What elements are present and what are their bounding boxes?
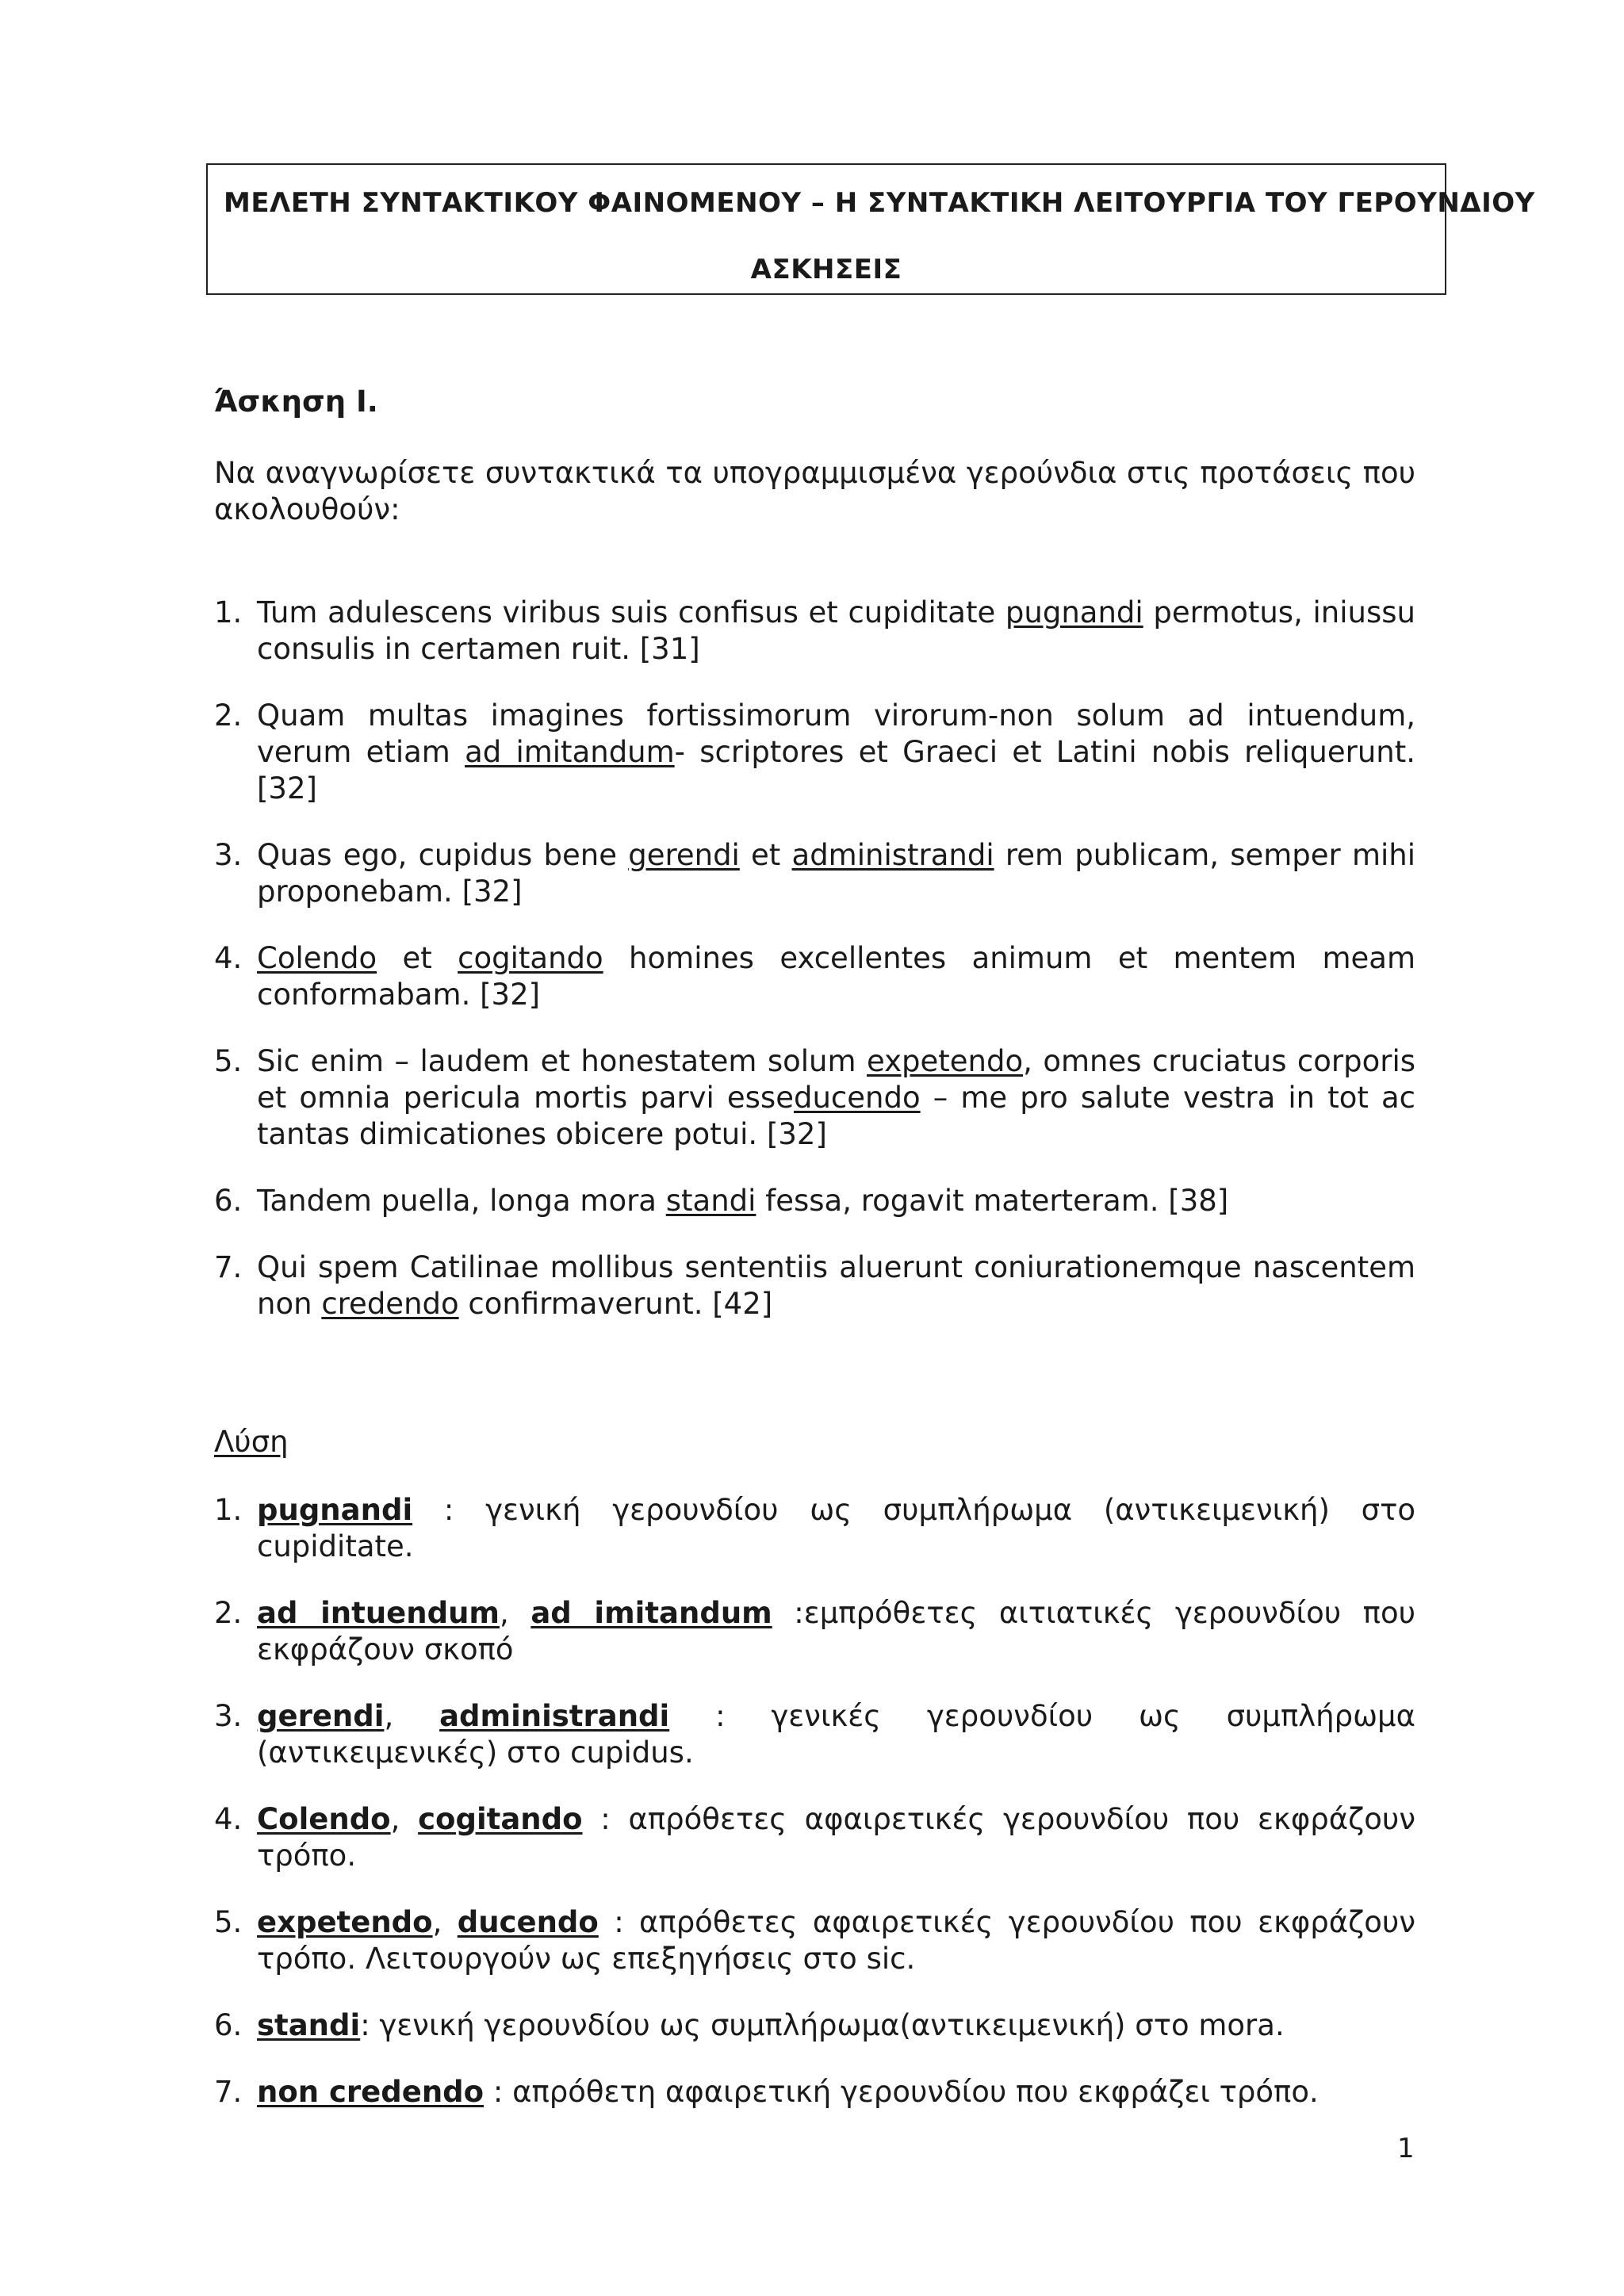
item-text: , omnes cruciatus corporis et omnia pericula mortis parvi esse <box>257 1044 1415 1115</box>
solution-item <box>214 1698 1415 1771</box>
solution-list <box>214 1492 1415 2110</box>
item-text: : απρόθετες αφαιρετικές γερουνδίου που εκφράζουν τρόπο. <box>257 1802 1415 1873</box>
page-number: 1 <box>1397 2133 1415 2164</box>
item-number: 2. <box>214 698 243 733</box>
document-subtitle: ΑΣΚΗΣΕΙΣ <box>750 254 902 285</box>
underlined-gerund: ad imitandum <box>465 735 675 769</box>
answer-term: expetendo <box>257 1905 433 1939</box>
underlined-gerund: Colendo <box>257 941 377 975</box>
solution-item <box>214 2074 1415 2110</box>
item-text: et <box>739 838 792 872</box>
item-text: : απρόθετη αφαιρετική γερουνδίου που εκφράζει τρόπο. <box>484 2075 1319 2109</box>
underlined-gerund: gerendi <box>628 838 740 872</box>
solution-item <box>214 1801 1415 1874</box>
underlined-gerund: cogitando <box>458 941 603 975</box>
exercise-item <box>214 595 1415 668</box>
underlined-gerund: expetendo <box>867 1044 1024 1078</box>
item-number: 4. <box>214 941 243 975</box>
solution-item <box>214 2007 1415 2044</box>
item-text: Quas ego, cupidus bene <box>257 838 629 872</box>
item-text: rem publicam, semper mihi proponebam. [32] <box>257 838 1416 909</box>
underlined-gerund: pugnandi <box>1005 595 1143 629</box>
item-number: 3. <box>214 838 243 872</box>
item-number: 1. <box>214 1493 243 1527</box>
underlined-gerund: ducendo <box>793 1081 921 1115</box>
underlined-gerund: credendo <box>321 1287 459 1321</box>
exercise-item <box>214 837 1415 910</box>
item-number: 6. <box>214 2008 243 2042</box>
solution-item <box>214 1492 1415 1565</box>
item-text: - scriptores et Graeci et Latini nobis reliquerunt. [32] <box>257 735 1415 806</box>
answer-term: standi <box>257 2008 361 2042</box>
main-content <box>214 384 1415 2141</box>
item-number: 7. <box>214 1250 243 1284</box>
exercise-item <box>214 1043 1415 1153</box>
answer-term: Colendo <box>257 1802 391 1836</box>
answer-term: administrandi <box>439 1699 670 1733</box>
solution-item <box>214 1595 1415 1668</box>
exercise-title: Άσκηση Ι. <box>214 385 378 419</box>
title-box <box>206 163 1535 295</box>
item-text: , <box>500 1596 531 1630</box>
answer-term: gerendi <box>257 1699 385 1733</box>
item-text: homines excellentes animum et mentem meam conformabam. [32] <box>257 941 1416 1012</box>
answer-term: pugnandi <box>257 1493 413 1527</box>
exercise-instruction: Να αναγνωρίσετε συντακτικά τα υπογραμμισμένα γερούνδια στις προτάσεις που ακολουθούν: <box>214 456 1415 526</box>
solution-label: Λύση <box>214 1425 289 1459</box>
item-text: fessa, rogavit materteram. [38] <box>756 1184 1229 1218</box>
item-text: Tandem puella, longa mora <box>257 1184 666 1218</box>
item-text: permotus, iniussu consulis in certamen ruit. [31] <box>257 595 1415 666</box>
exercise-item <box>214 1249 1415 1322</box>
item-text: , <box>390 1802 419 1836</box>
exercise-list <box>214 595 1415 1322</box>
exercise-item <box>214 698 1415 807</box>
exercise-item <box>214 940 1415 1013</box>
item-number: 5. <box>214 1905 243 1939</box>
item-text: et <box>377 941 458 975</box>
item-number: 4. <box>214 1802 243 1836</box>
item-number: 7. <box>214 2075 243 2109</box>
item-text: : γενικές γερουνδίου ως συμπλήρωμα (αντικειμενικές) στο cupidus. <box>257 1699 1415 1770</box>
answer-term: ad intuendum <box>257 1596 500 1630</box>
exercise-item <box>214 1183 1415 1219</box>
underlined-gerund: standi <box>665 1184 756 1218</box>
item-text: , <box>384 1699 440 1733</box>
item-number: 3. <box>214 1699 243 1733</box>
item-text: : γενική γερουνδίου ως συμπλήρωμα (αντικειμενική) στο cupiditate. <box>257 1493 1415 1563</box>
item-text: Qui spem Catilinae mollibus sententiis aluerunt coniurationemque nascentem non <box>257 1250 1415 1321</box>
item-text: , <box>432 1905 458 1939</box>
answer-term: ducendo <box>457 1905 599 1939</box>
item-text: Quam multas imagines fortissimorum virorum-non solum ad intuendum, verum etiam <box>257 698 1415 769</box>
answer-term: cogitando <box>418 1802 583 1836</box>
item-number: 2. <box>214 1596 243 1630</box>
item-text: confirmaverunt. [42] <box>458 1287 773 1321</box>
item-number: 1. <box>214 595 243 629</box>
item-text: : απρόθετες αφαιρετικές γερουνδίου που εκφράζουν τρόπο. Λειτουργούν ως επεξηγήσεις στο sic. <box>257 1905 1415 1976</box>
item-number: 6. <box>214 1184 243 1218</box>
item-text: :εμπρόθετες αιτιατικές γερουνδίου που εκφράζουν σκοπό <box>257 1596 1415 1667</box>
answer-term: ad imitandum <box>530 1596 772 1630</box>
item-text: : γενική γερουνδίου ως συμπλήρωμα(αντικειμενική) στο mora. <box>360 2008 1285 2042</box>
underlined-gerund: administrandi <box>791 838 994 872</box>
answer-term: non credendo <box>257 2075 485 2109</box>
item-text: Sic enim – laudem et honestatem solum <box>257 1044 867 1078</box>
item-number: 5. <box>214 1044 243 1078</box>
solution-item <box>214 1904 1415 1977</box>
document-title: ΜΕΛΕΤΗ ΣΥΝΤΑΚΤΙΚΟΥ ΦΑΙΝΟΜΕΝΟΥ – Η ΣΥΝΤΑΚΤΙΚΗ ΛΕΙΤΟΥΡΓΙΑ ΤΟΥ ΓΕΡΟΥΝΔΙΟΥ <box>224 187 1535 219</box>
item-text: – me pro salute vestra in tot ac tantas dimicationes obicere potui. [32] <box>257 1081 1415 1151</box>
item-text: Tum adulescens viribus suis confisus et cupiditate <box>257 595 1005 629</box>
